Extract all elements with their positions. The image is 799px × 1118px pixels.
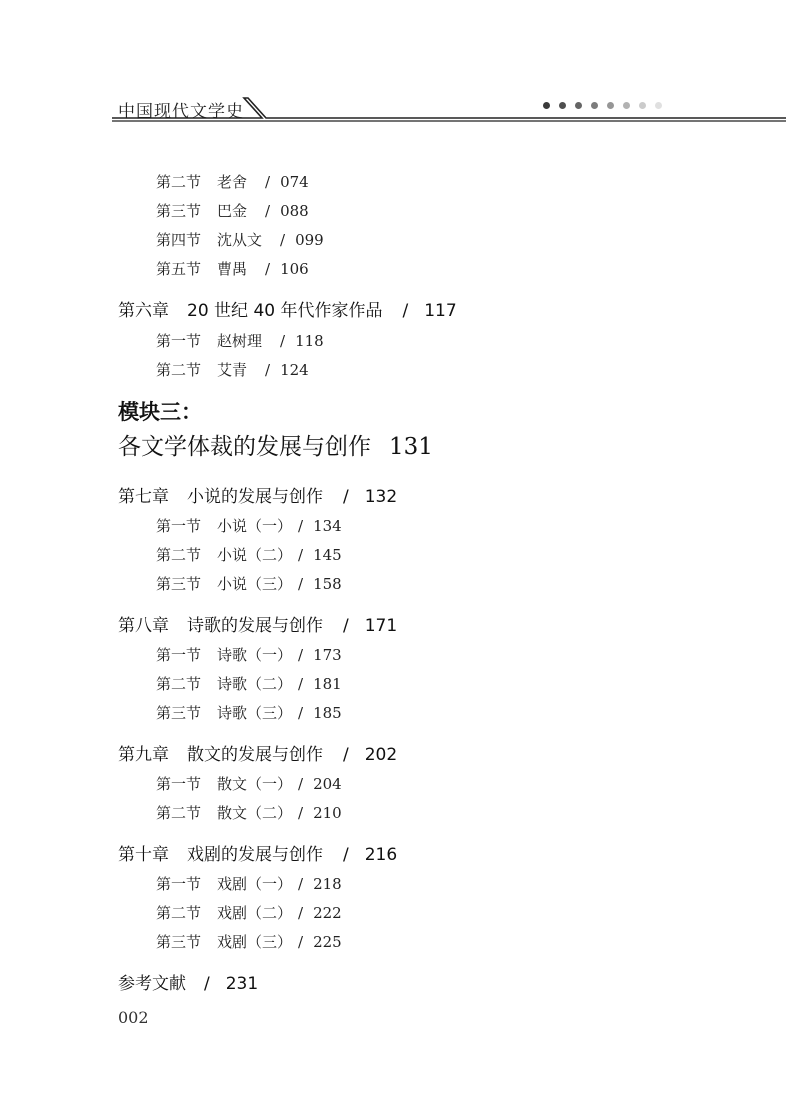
module-title-row[interactable]: 各文学体裁的发展与创作 131 <box>118 434 433 460</box>
dot-4 <box>591 102 598 109</box>
book-title: 中国现代文学史 <box>118 102 244 122</box>
toc-section-row[interactable]: 第一节 诗歌（一） / 173 <box>156 646 342 664</box>
toc-chapter-row[interactable]: 第九章 散文的发展与创作 / 202 <box>118 745 398 765</box>
dot-3 <box>575 102 582 109</box>
toc-section-row[interactable]: 第五节 曹禺 / 106 <box>156 260 309 278</box>
toc-section-row[interactable]: 第一节 赵树理 / 118 <box>156 332 324 350</box>
dot-2 <box>559 102 566 109</box>
toc-section-row[interactable]: 第三节 戏剧（三） / 225 <box>156 933 342 951</box>
toc-section-row[interactable]: 第二节 散文（二） / 210 <box>156 804 342 822</box>
dot-7 <box>639 102 646 109</box>
toc-references-row[interactable]: 参考文献 / 231 <box>118 974 259 994</box>
toc-section-row[interactable]: 第一节 小说（一） / 134 <box>156 517 342 535</box>
toc-section-row[interactable]: 第二节 戏剧（二） / 222 <box>156 904 342 922</box>
running-header <box>0 0 799 130</box>
toc-section-row[interactable]: 第三节 巴金 / 088 <box>156 202 309 220</box>
toc-section-row[interactable]: 第三节 诗歌（三） / 185 <box>156 704 342 722</box>
toc-section-row[interactable]: 第三节 小说（三） / 158 <box>156 575 342 593</box>
toc-chapter-row[interactable]: 第八章 诗歌的发展与创作 / 171 <box>118 616 398 636</box>
toc-chapter-row[interactable]: 第十章 戏剧的发展与创作 / 216 <box>118 845 398 865</box>
toc-section-row[interactable]: 第一节 戏剧（一） / 218 <box>156 875 342 893</box>
toc-section-row[interactable]: 第一节 散文（一） / 204 <box>156 775 342 793</box>
toc-section-row[interactable]: 第二节 艾青 / 124 <box>156 361 309 379</box>
dot-6 <box>623 102 630 109</box>
toc-section-row[interactable]: 第二节 诗歌（二） / 181 <box>156 675 342 693</box>
toc-chapter-row[interactable]: 第六章 20 世纪 40 年代作家作品 / 117 <box>118 301 457 321</box>
dot-8 <box>655 102 662 109</box>
toc-section-row[interactable]: 第二节 老舍 / 074 <box>156 173 309 191</box>
toc-section-row[interactable]: 第二节 小说（二） / 145 <box>156 546 342 564</box>
header-dots <box>543 102 662 109</box>
toc-chapter-row[interactable]: 第七章 小说的发展与创作 / 132 <box>118 487 398 507</box>
page-number: 002 <box>118 1008 149 1027</box>
module-label: 模块三： <box>118 399 202 424</box>
toc-section-row[interactable]: 第四节 沈从文 / 099 <box>156 231 324 249</box>
dot-1 <box>543 102 550 109</box>
dot-5 <box>607 102 614 109</box>
